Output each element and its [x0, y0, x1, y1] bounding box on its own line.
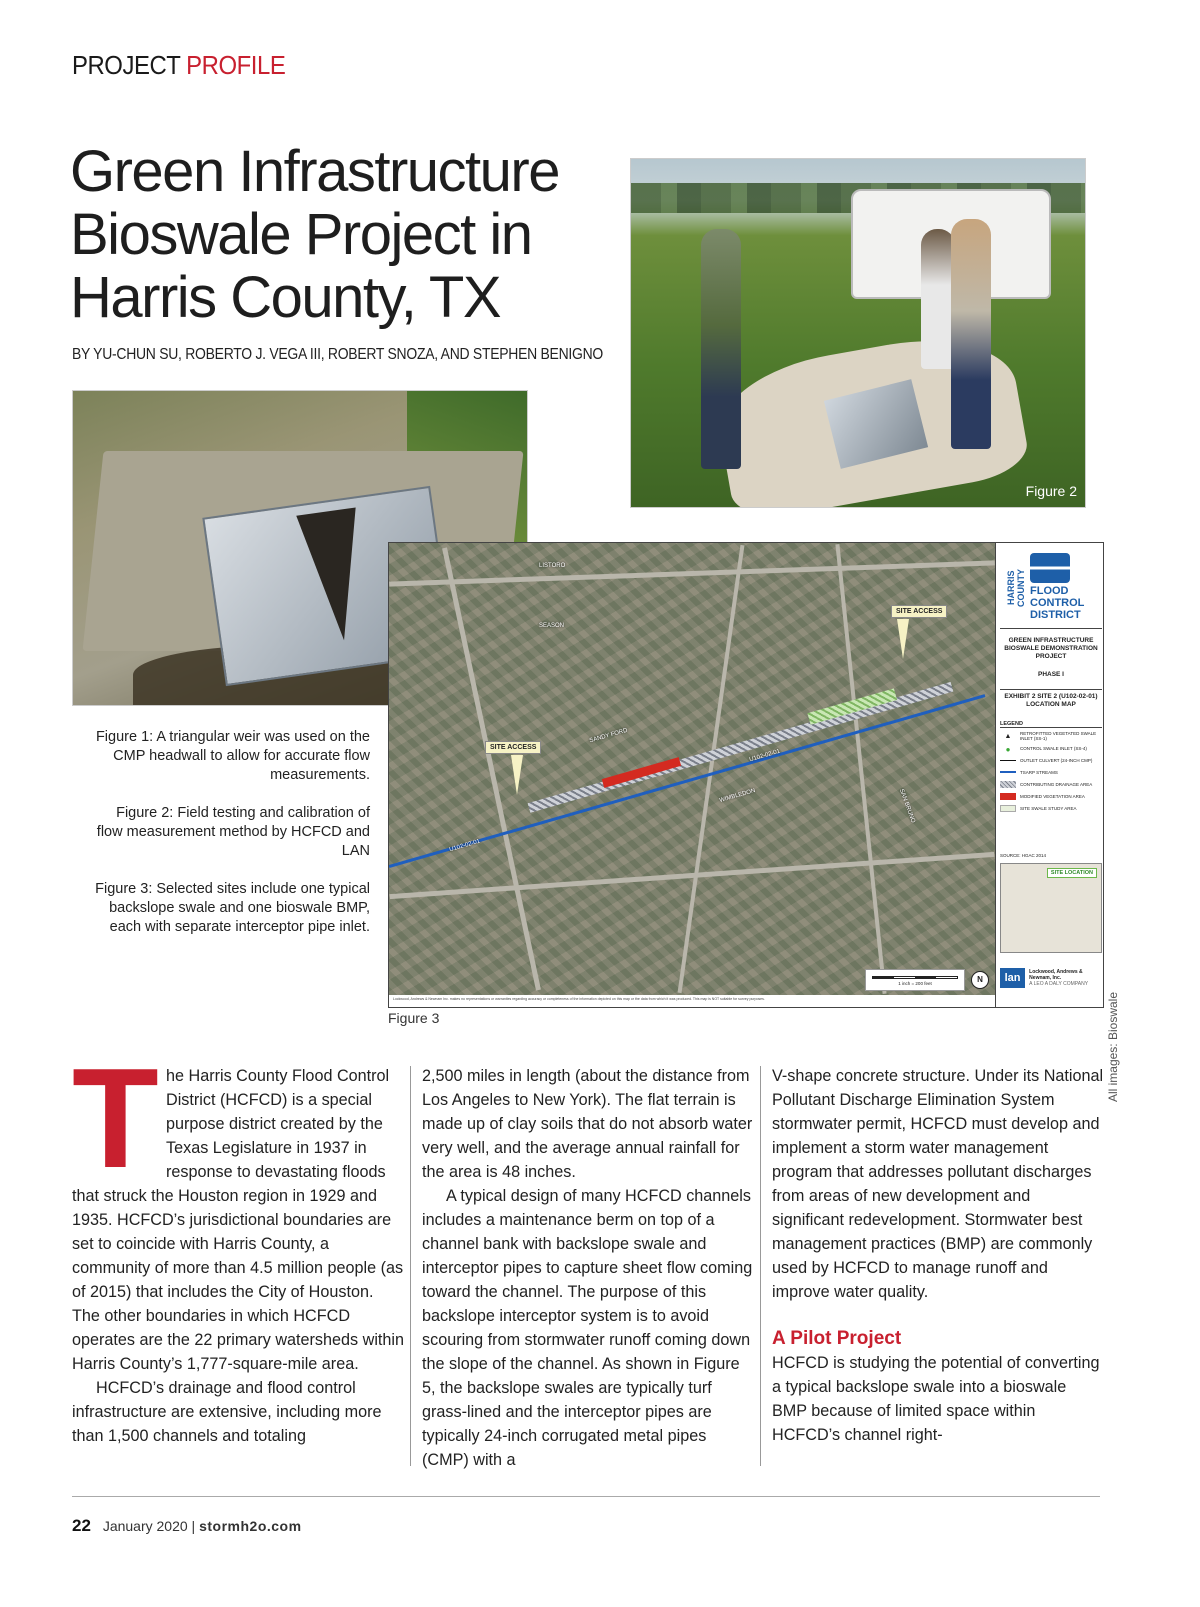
north-arrow-icon: N: [971, 971, 989, 989]
street: [442, 547, 541, 990]
stream-label: U102-02-01: [448, 838, 481, 854]
page-number: 22: [72, 1516, 91, 1535]
site-access-callout: SITE ACCESS: [891, 605, 947, 618]
logo-district-name: [1030, 585, 1084, 621]
field-worker: [951, 219, 991, 449]
triangle-icon: ▲: [1004, 732, 1012, 740]
figure-3-label: Figure 3: [388, 1010, 440, 1026]
footer-separator: |: [191, 1518, 196, 1534]
legend-row: [1000, 790, 1102, 802]
figure-2-photo: [630, 158, 1086, 508]
map-project-title: GREEN INFRASTRUCTURE BIOSWALE DEMONSTRATION PROJECT: [1004, 637, 1098, 660]
legend-row: [1000, 730, 1102, 742]
footer-divider: [72, 1496, 1100, 1497]
street-label: SANDY FORD: [588, 727, 629, 745]
figure-captions: [88, 728, 370, 956]
logo-county-text: HARRIS COUNTY: [1006, 569, 1026, 607]
article-title: [70, 140, 630, 329]
site-access-pointer: [511, 755, 523, 795]
stream-label: U102-02-01: [748, 748, 781, 764]
legend-row: [1000, 754, 1102, 766]
line-swatch: [1000, 760, 1016, 761]
logo-line: CONTROL: [1030, 597, 1085, 609]
caption-figure-1: Figure 1: A triangular weir was used on the CMP headwall to allow for accurate flow measurements.: [95, 729, 370, 783]
legend-label: MODIFIED VEGETATION AREA: [1020, 793, 1085, 799]
legend-label: TSARP STREAMS: [1020, 769, 1058, 775]
scale-text: 1 inch = 200 feet: [898, 981, 932, 986]
paragraph-text: he Harris County Flood Control District (HCFCD) is a special purpose district created by the Texas Legislature in 1937 in response to devastating floods that struck the Houston region in 1929 and 1935. HCFCD’s jurisdictional boundaries are set to coincide with Harris County, a community of more than 4.5 million people (as of 2015) that includes the City of Houston. The other boundaries in which HCFCD operates are the 22 primary watersheds within Harris County’s 1,777-square-mile area.: [72, 1067, 405, 1373]
body-column-1: [72, 1039, 405, 1448]
field-worker: [701, 229, 741, 469]
legend-label: SITE SWALE STUDY AREA: [1020, 805, 1077, 811]
street: [389, 560, 995, 586]
logo-line: FLOOD: [1030, 585, 1069, 597]
section-label: [72, 50, 285, 81]
map-phase: PHASE I: [1037, 671, 1064, 678]
street-label: WIMBLEDON: [718, 788, 757, 804]
legend-label: RETROFITTED VEGETATED SWALE INLET (SS-1): [1020, 731, 1097, 741]
column-divider: [410, 1066, 411, 1466]
title-line: Harris County, TX: [70, 265, 501, 330]
street-label: SAN BRUNO: [897, 788, 916, 824]
image-credit: All images: Bioswale: [1106, 992, 1120, 1103]
title-line: Bioswale Project in: [70, 202, 532, 267]
red-swatch: [1000, 793, 1016, 800]
legend-label: CONTROL SWALE INLET (SS-4): [1020, 745, 1087, 751]
section-word-project: PROJECT: [72, 50, 180, 80]
legend-row: [1000, 742, 1102, 754]
body-paragraph: A typical design of many HCFCD channels includes a maintenance berm on top of a channel bank with backslope swale and interceptor pipes to capture sheet flow coming toward the channel. The purpose of this backslope interceptor system is to avoid scouring from stormwater runoff coming down the slope of the channel. As shown in Figure 5, the backslope swales are typically turf grass-lined and the interceptor pipes are typically 24-inch corrugated metal pipes (CMP) with a: [422, 1187, 753, 1469]
lan-logo: [1000, 963, 1102, 993]
field-worker: [921, 229, 955, 369]
body-paragraph: [72, 1039, 405, 1376]
legend-row: [1000, 778, 1102, 790]
legend-label: OUTLET CULVERT (24-INCH CMP): [1020, 757, 1093, 763]
street: [835, 544, 886, 994]
lan-mark: lan: [1000, 968, 1025, 988]
map-disclaimer: Lockwood, Andrews & Newnam Inc. makes no representations or warranties regarding accuracy or completeness of the information depicted on this map or the data from which it was produced. This map is NOT suitable for survey purposes.: [393, 997, 765, 1001]
legend-row: [1000, 766, 1102, 778]
column-divider: [760, 1066, 761, 1466]
title-line: Green Infrastructure: [70, 139, 559, 204]
caption-figure-2: Figure 2: Field testing and calibration of flow measurement method by HCFCD and LAN: [96, 805, 370, 859]
site-link[interactable]: stormh2o.com: [199, 1518, 302, 1534]
hcfcd-logo: [1000, 547, 1102, 629]
body-paragraph: HCFCD’s drainage and flood control infrastructure are extensive, including more than 1,500 channels and totaling: [72, 1379, 382, 1445]
byline: BY YU-CHUN SU, ROBERTO J. VEGA III, ROBERT SNOZA, AND STEPHEN BENIGNO: [72, 346, 603, 363]
map-title-block: [995, 543, 1104, 1008]
figure-3-map: [388, 542, 1104, 1008]
page-footer: [72, 1516, 302, 1536]
figure-2-label: Figure 2: [1025, 483, 1077, 499]
body-paragraph: V-shape concrete structure. Under its National Pollutant Discharge Elimination System stormwater permit, HCFCD must develop and implement a storm water management program that addresses pollutant discharges from areas of new development and significant redevelopment. Stormwater best management practices (BMP) are commonly used by HCFCD to manage runoff and improve water quality.: [772, 1067, 1104, 1301]
street-label: SEASON: [539, 623, 565, 629]
logo-wave-icon: [1030, 553, 1070, 583]
firm-name: Lockwood, Andrews & Newnam, Inc.: [1029, 969, 1083, 981]
caption-figure-3: Figure 3: Selected sites include one typical backslope swale and one bioswale BMP, each with separate interceptor pipe inlet.: [95, 881, 370, 935]
site-location-tag: SITE LOCATION: [1047, 868, 1097, 878]
map-source: SOURCE: HGAC 2014: [1000, 853, 1047, 858]
firm-subtitle: A LEO A DALY COMPANY: [1029, 981, 1089, 987]
legend-row: [1000, 802, 1102, 814]
drop-cap: T: [72, 1039, 159, 1198]
map-legend: [1000, 721, 1102, 814]
subhead-pilot-project: A Pilot Project: [772, 1328, 902, 1349]
circle-icon: ●: [1005, 744, 1011, 754]
scale-bar: [865, 969, 965, 991]
aerial-imagery: [389, 543, 995, 995]
stream-swatch: [1000, 771, 1016, 773]
hatch-swatch: [1000, 781, 1016, 788]
study-swatch: [1000, 805, 1016, 812]
logo-line: DISTRICT: [1030, 609, 1081, 621]
body-paragraph: HCFCD is studying the potential of converting a typical backslope swale into a bioswale BMP because of limited space within HCFCD’s channel right-: [772, 1354, 1100, 1444]
body-paragraph: 2,500 miles in length (about the distance from Los Angeles to New York). The flat terrain is made up of clay soils that do not absorb water very well, and the average annual rainfall for the area is 48 inches.: [422, 1067, 753, 1181]
body-column-3: [772, 1064, 1104, 1447]
site-location-inset: [1000, 863, 1102, 953]
legend-title: LEGEND: [1000, 721, 1102, 728]
site-access-callout: SITE ACCESS: [485, 741, 541, 754]
section-word-profile: PROFILE: [186, 50, 286, 80]
legend-label: CONTRIBUTING DRAINAGE AREA: [1020, 781, 1093, 787]
body-column-2: [422, 1064, 754, 1472]
street-label: LISTORO: [539, 563, 566, 569]
site-access-pointer: [897, 619, 909, 659]
issue-date: January 2020: [102, 1518, 188, 1534]
map-exhibit: EXHIBIT 2 SITE 2 (U102-02-01) LOCATION MAP: [1000, 689, 1102, 709]
